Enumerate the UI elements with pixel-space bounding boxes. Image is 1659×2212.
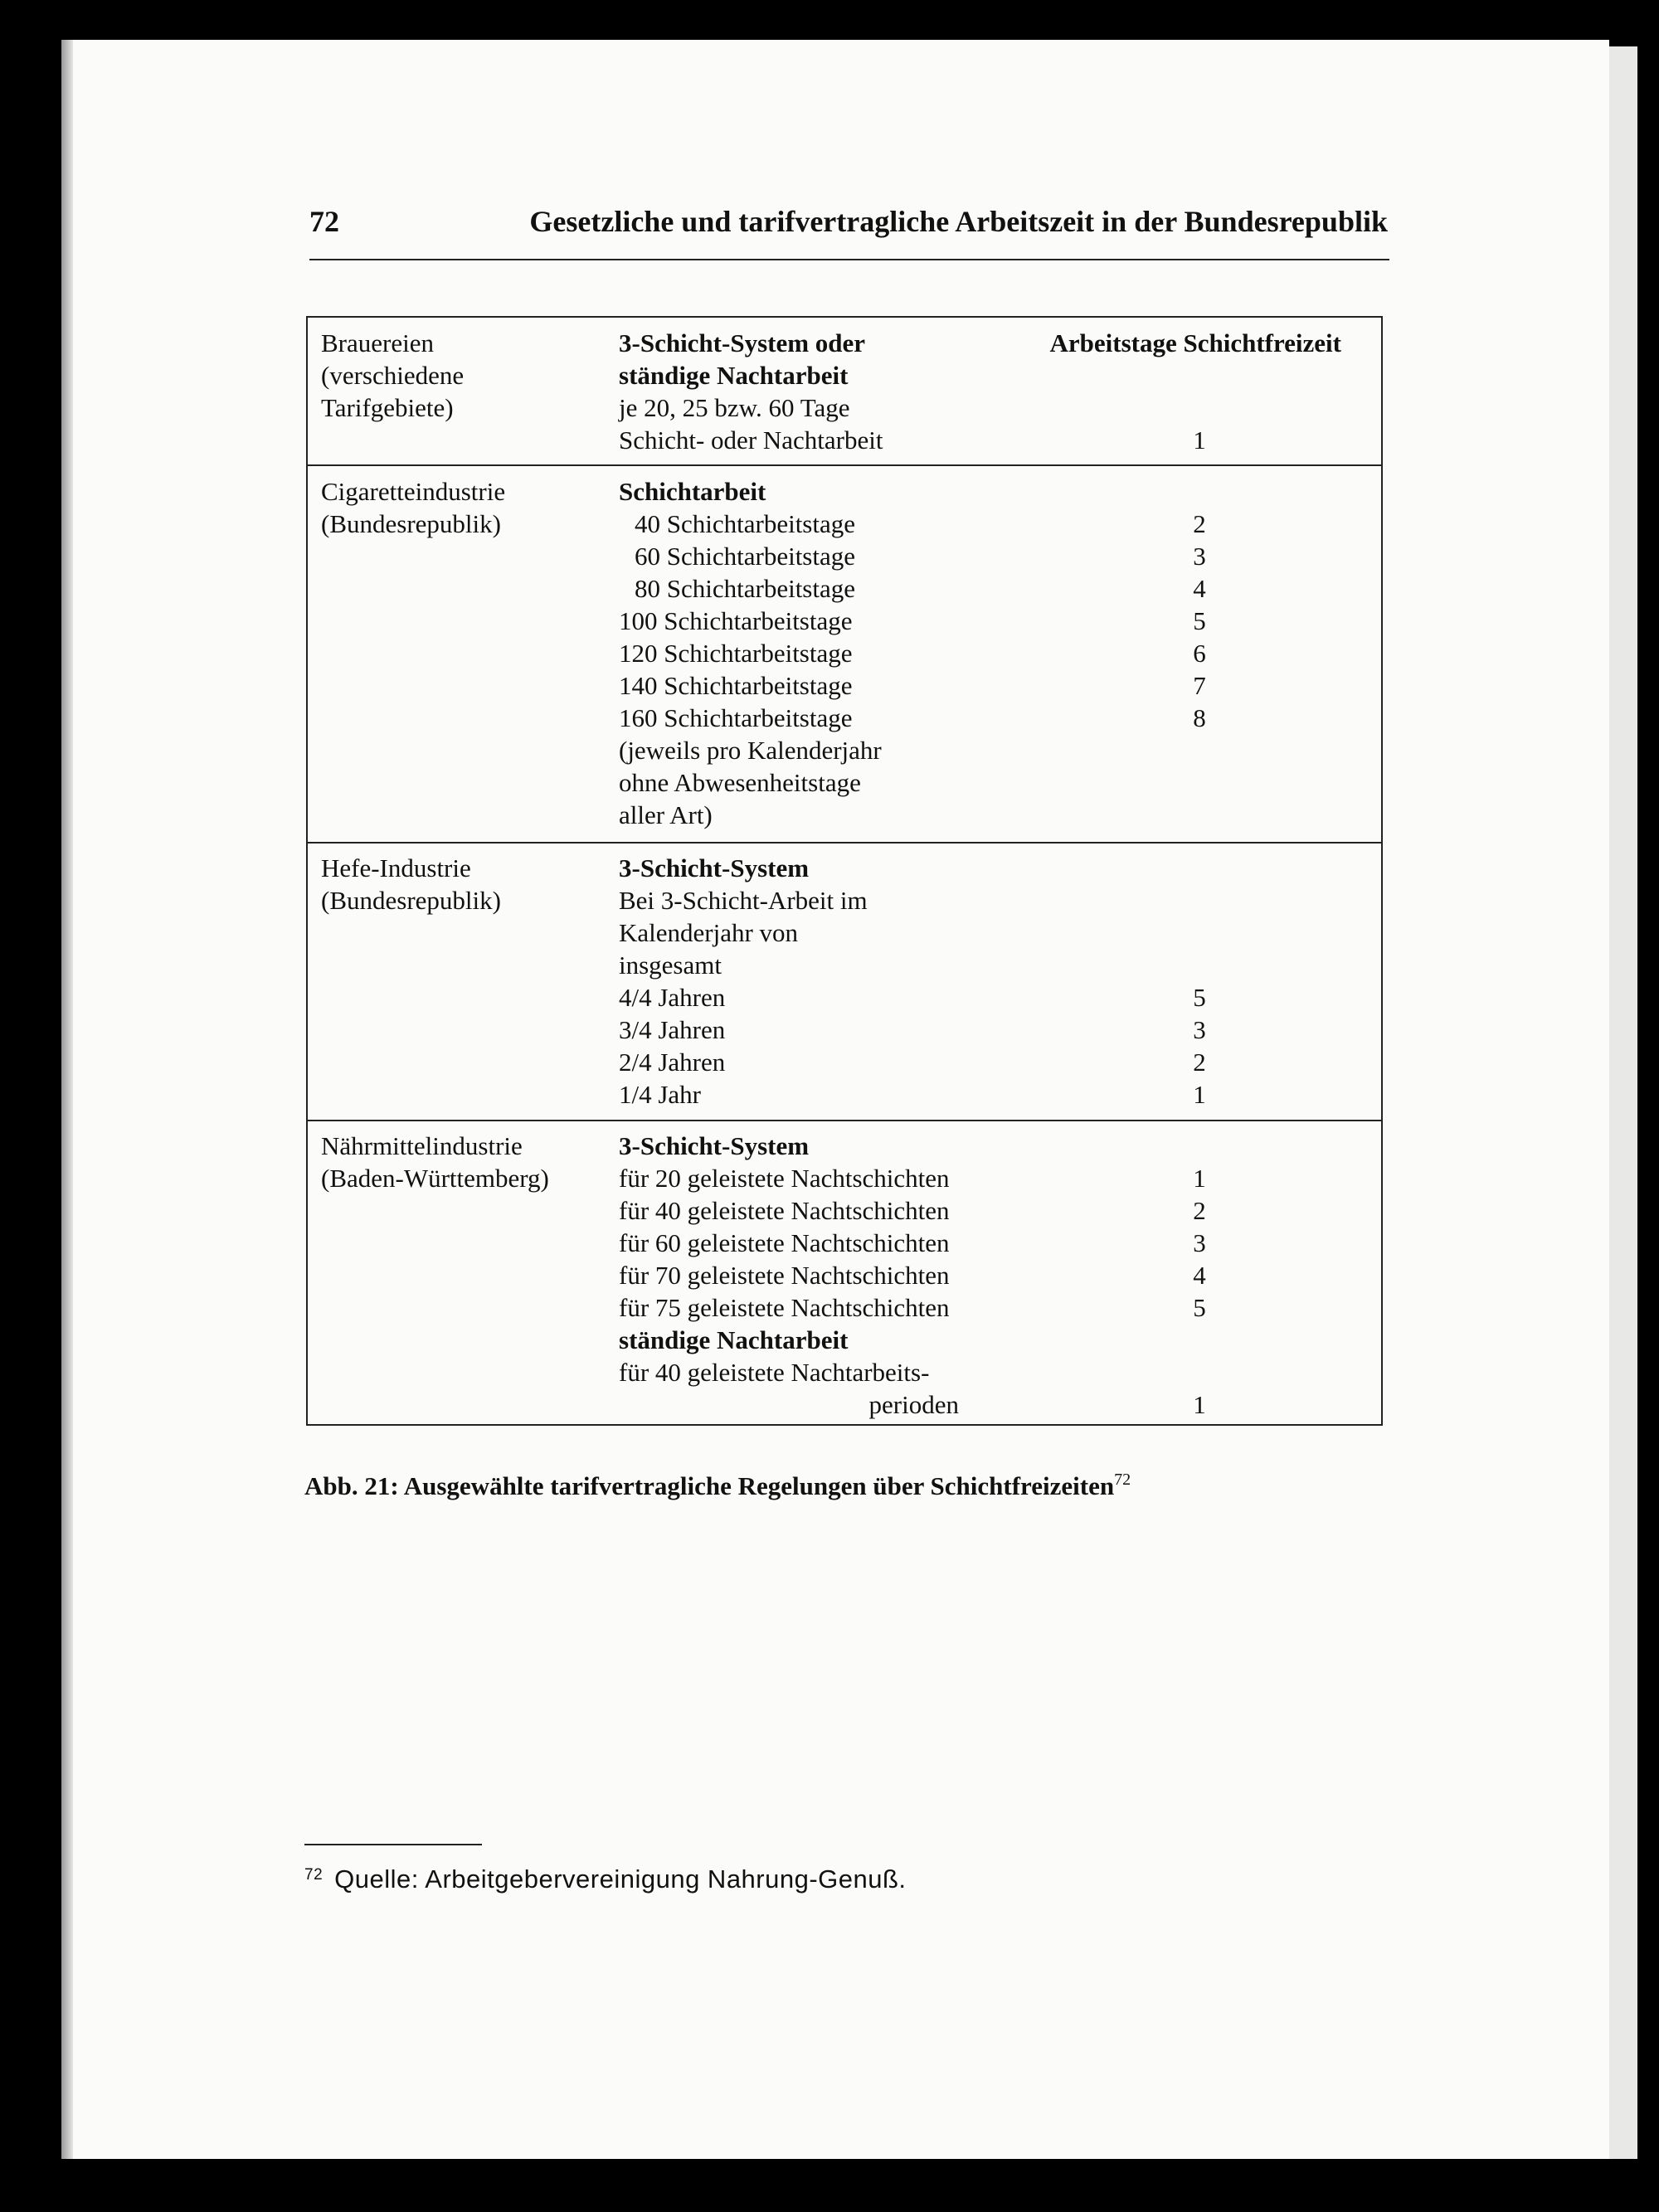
regulation-line: für 60 geleistete Nachtschichten bbox=[619, 1228, 950, 1257]
regulation-line: ständige Nachtarbeit bbox=[619, 361, 849, 390]
industry-line: Nährmittelindustrie bbox=[321, 1131, 523, 1160]
industry-line: (Bundesrepublik) bbox=[321, 509, 501, 538]
count-cell bbox=[1170, 327, 1228, 456]
caption-footnote-ref: 72 bbox=[1114, 1471, 1131, 1489]
regulation-line: 1/4 Jahr bbox=[619, 1080, 702, 1109]
industry-line: (Baden-Württemberg) bbox=[321, 1164, 549, 1193]
footnote-rule bbox=[304, 1844, 482, 1845]
count-value: 8 bbox=[1193, 703, 1206, 732]
industry-line: Brauereien bbox=[321, 328, 434, 357]
running-title: Gesetzliche und tarifvertragliche Arbeitszeit in der Bundesrepublik bbox=[529, 205, 1388, 238]
row-divider bbox=[308, 464, 1381, 466]
count-value: 5 bbox=[1193, 983, 1206, 1012]
regulation-line: (jeweils pro Kalenderjahr bbox=[619, 736, 882, 765]
regulation-line: ständige Nachtarbeit bbox=[619, 1325, 849, 1354]
count-value: 2 bbox=[1193, 1048, 1206, 1077]
industry-line: Tarifgebiete) bbox=[321, 393, 454, 422]
count-value: 2 bbox=[1193, 509, 1206, 538]
regulation-line: Bei 3-Schicht-Arbeit im bbox=[619, 886, 868, 915]
footnote-text: Quelle: Arbeitgebervereinigung Nahrung-Genuß. bbox=[334, 1864, 907, 1894]
count-value bbox=[1170, 1130, 1228, 1162]
count-cell bbox=[1170, 852, 1228, 1111]
regulation-line: 3-Schicht-System oder bbox=[619, 328, 866, 357]
industry-cell bbox=[321, 475, 505, 540]
count-value: 2 bbox=[1193, 1196, 1206, 1225]
regulation-line: 100 Schichtarbeitstage bbox=[619, 606, 853, 635]
industry-line: Cigaretteindustrie bbox=[321, 477, 506, 506]
running-header bbox=[309, 204, 1388, 254]
regulation-line: 140 Schichtarbeitstage bbox=[619, 671, 853, 700]
regulation-line: 60 Schichtarbeitstage bbox=[635, 542, 855, 571]
regulation-line: 40 Schichtarbeitstage bbox=[635, 509, 855, 538]
count-value bbox=[1170, 949, 1228, 981]
shift-leave-table bbox=[306, 316, 1383, 1426]
regulation-line: Schicht- oder Nachtarbeit bbox=[619, 425, 883, 455]
regulation-line: 4/4 Jahren bbox=[619, 983, 726, 1012]
industry-line: Hefe-Industrie bbox=[321, 853, 471, 882]
regulation-line: 80 Schichtarbeitstage bbox=[635, 574, 855, 603]
regulation-cell bbox=[619, 852, 868, 1111]
regulation-line: für 20 geleistete Nachtschichten bbox=[619, 1164, 950, 1193]
count-value bbox=[1170, 391, 1228, 424]
regulation-line: je 20, 25 bzw. 60 Tage bbox=[619, 393, 850, 422]
count-value bbox=[1170, 327, 1228, 359]
page-edge bbox=[1609, 46, 1637, 2159]
regulation-line: 160 Schichtarbeitstage bbox=[619, 703, 853, 732]
industry-cell bbox=[321, 327, 464, 424]
count-value bbox=[1170, 852, 1228, 884]
row-divider bbox=[308, 1120, 1381, 1121]
count-value: 1 bbox=[1193, 425, 1206, 455]
industry-cell bbox=[321, 852, 501, 916]
regulation-line: für 40 geleistete Nachtschichten bbox=[619, 1196, 950, 1225]
regulation-line: aller Art) bbox=[619, 800, 713, 829]
count-value: 7 bbox=[1193, 671, 1206, 700]
page-number: 72 bbox=[309, 205, 339, 238]
regulation-line: für 75 geleistete Nachtschichten bbox=[619, 1293, 950, 1322]
count-value bbox=[1170, 359, 1228, 391]
count-value: 3 bbox=[1193, 1228, 1206, 1257]
regulation-line: perioden bbox=[868, 1390, 959, 1419]
regulation-line: Schichtarbeit bbox=[619, 477, 766, 506]
count-value bbox=[1170, 1356, 1228, 1388]
regulation-line: 3-Schicht-System bbox=[619, 1131, 810, 1160]
count-value: 1 bbox=[1193, 1164, 1206, 1193]
count-value: 1 bbox=[1193, 1390, 1206, 1419]
page-spine-shadow bbox=[61, 40, 73, 2159]
count-value: 5 bbox=[1193, 606, 1206, 635]
count-value: 4 bbox=[1193, 574, 1206, 603]
regulation-line: 120 Schichtarbeitstage bbox=[619, 639, 853, 668]
count-value: 3 bbox=[1193, 1015, 1206, 1044]
count-value: 4 bbox=[1193, 1261, 1206, 1290]
regulation-cell bbox=[619, 327, 883, 456]
column-header: Arbeitstage Schichtfreizeit bbox=[1049, 328, 1341, 357]
count-value: 1 bbox=[1193, 1080, 1206, 1109]
regulation-cell bbox=[619, 475, 882, 831]
count-value: 5 bbox=[1193, 1293, 1206, 1322]
count-value: 6 bbox=[1193, 639, 1206, 668]
count-cell bbox=[1170, 475, 1228, 734]
header-rule bbox=[309, 259, 1389, 260]
regulation-line: Kalenderjahr von bbox=[619, 918, 799, 947]
regulation-line: für 40 geleistete Nachtarbeits- bbox=[619, 1358, 930, 1387]
footnote-marker: 72 bbox=[304, 1866, 324, 1884]
industry-line: (Bundesrepublik) bbox=[321, 886, 501, 915]
footnote bbox=[304, 1864, 907, 1894]
regulation-line: 3-Schicht-System bbox=[619, 853, 810, 882]
row-divider bbox=[308, 842, 1381, 843]
industry-cell bbox=[321, 1130, 549, 1194]
caption-text: Abb. 21: Ausgewählte tarifvertragliche Regelungen über Schichtfreizeiten bbox=[304, 1471, 1115, 1500]
count-value bbox=[1170, 884, 1228, 916]
count-cell bbox=[1170, 1130, 1228, 1421]
industry-line: (verschiedene bbox=[321, 361, 465, 390]
regulation-line: für 70 geleistete Nachtschichten bbox=[619, 1261, 950, 1290]
regulation-line: 2/4 Jahren bbox=[619, 1048, 726, 1077]
regulation-line: insgesamt bbox=[619, 950, 722, 980]
count-value bbox=[1170, 916, 1228, 949]
count-value bbox=[1170, 1324, 1228, 1356]
count-value bbox=[1170, 475, 1228, 508]
regulation-cell bbox=[619, 1130, 1009, 1421]
count-value: 3 bbox=[1193, 542, 1206, 571]
regulation-line: ohne Abwesenheitstage bbox=[619, 768, 861, 797]
figure-caption bbox=[304, 1471, 1131, 1501]
regulation-line: 3/4 Jahren bbox=[619, 1015, 726, 1044]
